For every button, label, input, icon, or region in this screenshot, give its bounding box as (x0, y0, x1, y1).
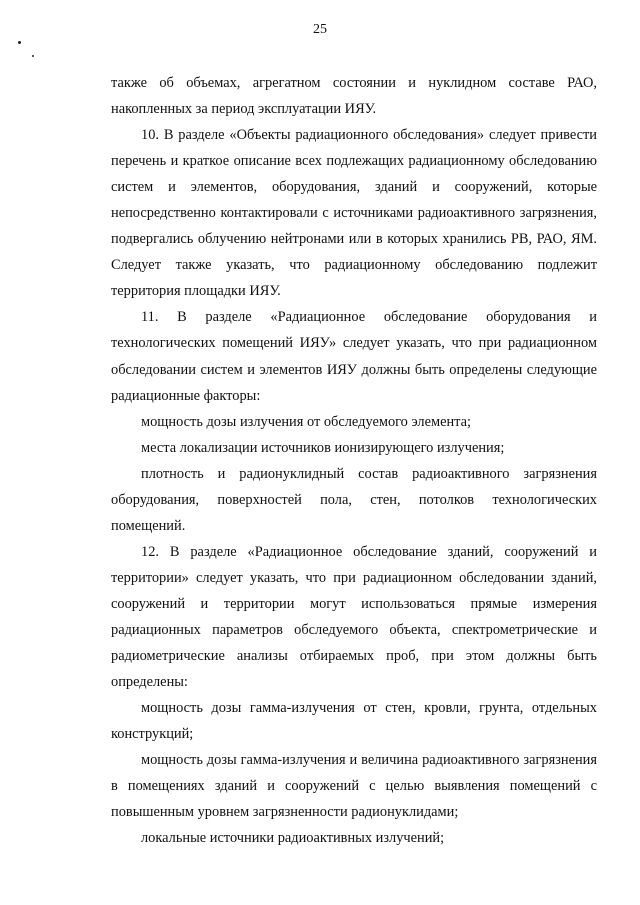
document-body (111, 70, 597, 851)
list-item: мощность дозы гамма-излучения от стен, кровли, грунта, отдельных конструкций; (111, 700, 597, 743)
paragraph: 11. В разделе «Радиационное обследование оборудования и технологических помещений ИЯУ» следует указать, что при радиационном обследовании систем и элементов ИЯУ должны быть определены следующие радиационные факторы: (111, 309, 597, 404)
scan-speck (32, 55, 34, 57)
paragraph: 10. В разделе «Объекты радиационного обследования» следует привести перечень и краткое описание всех подлежащих радиационному обследованию систем и элементов, оборудования, зданий и сооружений, которые непосредственно контактировали с источниками радиоактивного загрязнения, подвергались облучению нейтронами или в которых хранились РВ, РАО, ЯМ. Следует также указать, что радиационному обследованию подлежит территория площадки ИЯУ. (111, 127, 597, 300)
page-number: 25 (313, 22, 327, 37)
list-item: мощность дозы излучения от обследуемого элемента; (141, 413, 472, 430)
list-item: места локализации источников ионизирующего излучения; (141, 439, 505, 456)
scan-speck (18, 41, 21, 44)
paragraph: 12. В разделе «Радиационное обследование зданий, сооружений и территории» следует указать, что при радиационном обследовании зданий, сооружений и территории могут использоваться прямые измерения радиационных параметров обследуемого объекта, спектрометрические и радиометрические анализы отбираемых проб, при этом должны быть определены: (111, 543, 597, 691)
list-item: плотность и радионуклидный состав радиоактивного загрязнения оборудования, поверхностей пола, стен, потолков технологических помещений. (111, 465, 597, 534)
list-item: локальные источники радиоактивных излучений; (141, 830, 445, 847)
paragraph: также об объемах, агрегатном состоянии и нуклидном составе РАО, накопленных за период эксплуатации ИЯУ. (111, 75, 597, 118)
list-item: мощность дозы гамма-излучения и величина радиоактивного загрязнения в помещениях зданий и сооружений с целью выявления помещений с повышенным уровнем загрязненности радионуклидами; (111, 752, 597, 821)
